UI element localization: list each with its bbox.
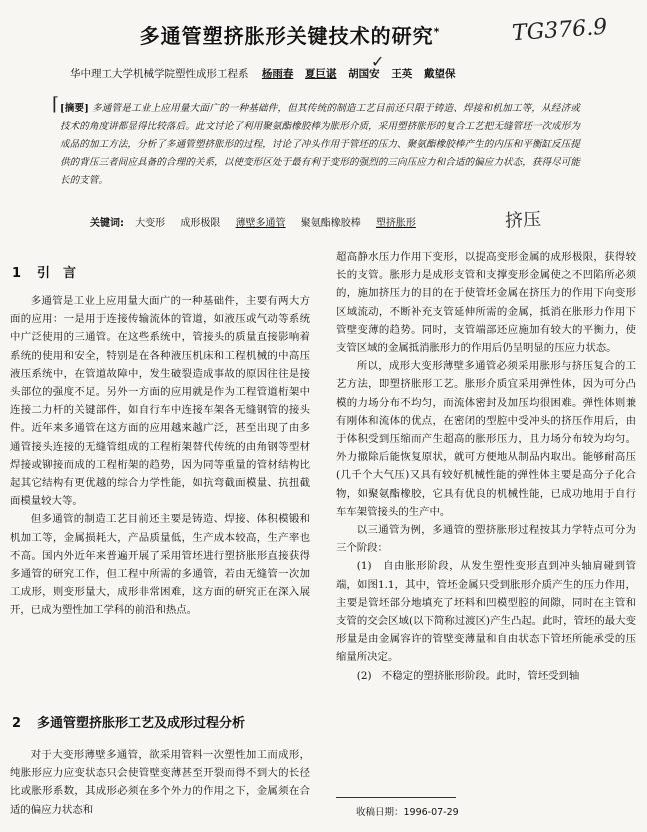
keyword: 聚氨酯橡胶棒 (300, 218, 361, 229)
handwritten-check-icon: ✓ (371, 52, 385, 71)
handwritten-note: 挤压 (504, 209, 542, 232)
paragraph: (2) 不稳定的塑挤胀形阶段。此时，管坯受到轴 (356, 669, 580, 682)
handwritten-classification-code: TG376.9 (511, 14, 608, 47)
author-name: 夏巨谌 (305, 68, 337, 80)
author-name: 王英 (391, 68, 413, 80)
keywords-label: 关键词: (90, 218, 124, 229)
author-name: 胡国安 (348, 68, 380, 80)
left-column-body-1 (10, 292, 310, 620)
paragraph: 以三通管为例，多通管的塑挤胀形过程按其力学特点可分为三个阶段： (336, 524, 636, 555)
keyword: 大变形 (135, 218, 166, 229)
footnote-received-date: 收稿日期：1996-07-29 (356, 807, 459, 818)
right-column-body (336, 248, 636, 685)
section-number: 1 (12, 266, 22, 281)
abstract-text: 多通管是工业上应用量大面广的一种基础件，但其传统的制造工艺目前还只限于铸造、焊接和机加工等，从经济或技术的角度讲都显得比较落后。此文讨论了利用聚氨酯橡胶棒为胀形介质，采用塑挤胀形的复合工艺把无缝管坯一次成形为成品的加工方法，分析了多通管塑挤胀形的过程，讨论了冲头作用于管坯的压力、聚氨酯橡胶棒产生的内压和平衡缸反压提供的背压三者间应具备的合理的关系，以使变形区处于最有利于变形的强烈的三向压应力和合适的偏应力状态，获得尽可能长的支管。 (60, 103, 580, 186)
footnote-rule (336, 797, 456, 798)
paragraph: (1) 自由胀形阶段，从发生塑性变形直到冲头轴肩碰到管端，如图1.1，其中，管坯金属只受到胀形介质产生的压力作用，主要是管坯部分地填充了坯料和凹模型腔的间隙，同时在主管和支管的交会区域(以下简称过渡区)产生凸起。此时，管坯的最大变形量是由金属容许的管壁变薄量和自由状态下管坯所能承受的压缩量所决定。 (336, 560, 636, 664)
keyword: 薄壁多通管 (235, 218, 286, 229)
title-footnote-mark: * (433, 25, 441, 39)
keywords (90, 214, 520, 229)
abstract-label: [摘要] (60, 103, 89, 114)
keyword: 塑挤胀形 (375, 218, 416, 229)
handwritten-bracket-icon: ⌈ (52, 94, 60, 115)
author-name: 杨雨春 (261, 68, 294, 80)
paragraph: 超高静水压力作用下变形，以提高变形金属的成形极限，获得较长的支管。胀形力是成形支管和支撑变形金属使之不凹陷所必须的，施加挤压力的目的在于使管坯金属在挤压力的作用下向变形区域流动，不断补充支管延伸所需的金属，抵消在胀形力作用下管壁变薄的趋势。同时，支管端部还应施加有较大的平衡力，使支管区域的金属抵消胀形力的作用后仍呈明显的压应力状态。 (336, 251, 636, 355)
affiliation-line (70, 66, 630, 81)
keyword: 成形极限 (180, 218, 221, 229)
author-list (262, 68, 464, 80)
paper-title (20, 20, 560, 49)
affiliation: 华中理工大学机械学院塑性成形工程系 (70, 68, 249, 80)
section-heading-2 (12, 712, 245, 731)
paragraph: 多通管是工业上应用量大面广的一种基础件，主要有两大方面的应用：一是用于连接传输流体的管道，如液压或气动等系统中广泛使用的三通管。在这些系统中，管接头的质量直接影响着系统的使用和安全，特别是在各种液压机床和工程机械的中高压液压系统中，在管道故障中，发生破裂造成事故的原因往往是接头部位的强度不足。另外一方面的应用就是作为工程管道桁架中连接二力杆的关键部件，如自行车中连接车架各无缝钢管的接头件。近年来多通管在这方面的应用越来越广泛，甚至出现了由多通管接头连接的无缝管组成的工程桁架替代传统的由角钢等型材焊接或铆接而成的工程桁架的趋势，因为同等重量的管材结构比起其它结构有更优越的综合力学性能，如抗弯截面模量、抗扭截面模量较大等。 (10, 295, 310, 508)
author-name: 戴望保 (423, 68, 456, 80)
section-title: 引 言 (37, 266, 77, 281)
left-column-body-2 (10, 746, 310, 819)
section-heading-1 (12, 262, 76, 281)
paragraph: 所以，成形大变形薄壁多通管必须采用胀形与挤压复合的工艺方法，即塑挤胀形工艺。胀形介质宜采用弹性体，因为可分凸模的力场分布不均匀，而流体密封及加压均很困难。弹性体则兼有刚体和流体的优点，在密闭的型腔中受冲头的挤压作用后，由于体积受到压缩而产生超高的胀形压力，且力场分布较为均匀。外力撤除后能恢复原状，就可方便地从制品内取出。能够耐高压(几千个大气压)又具有较好机械性能的弹性体主要是高分子化合物，如聚氨酯橡胶，它具有优良的机械性能，已成功地用于自行车车架管接头的生产中。 (336, 360, 636, 518)
paragraph: 但多通管的制造工艺目前还主要是铸造、焊接、体积模锻和机加工等，金属损耗大，产品质量低，生产成本较高，生产率也不高。国内外近年来普遍开展了采用管坯进行塑挤胀形直接获得多通管的研究工作，但工程中所需的多通管，若由无缝管一次加工成形，则变形量大，成形非常困难，这方面的研究正在深入展开，已成为塑性加工学科的前沿和热点。 (10, 513, 310, 617)
paper-title-text: 多通管塑挤胀形关键技术的研究 (139, 24, 434, 48)
section-number: 2 (12, 716, 22, 731)
abstract (60, 100, 580, 190)
section-title: 多通管塑挤胀形工艺及成形过程分析 (37, 716, 246, 731)
paragraph: 对于大变形薄壁多通管，欲采用管料一次塑性加工而成形，纯胀形应力应变状态只会使管壁变薄甚至开裂而得不到大的长径比或胀形系数，其成形必须在多个外力的作用之下，金属须在合适的偏应力状态和 (10, 749, 310, 816)
